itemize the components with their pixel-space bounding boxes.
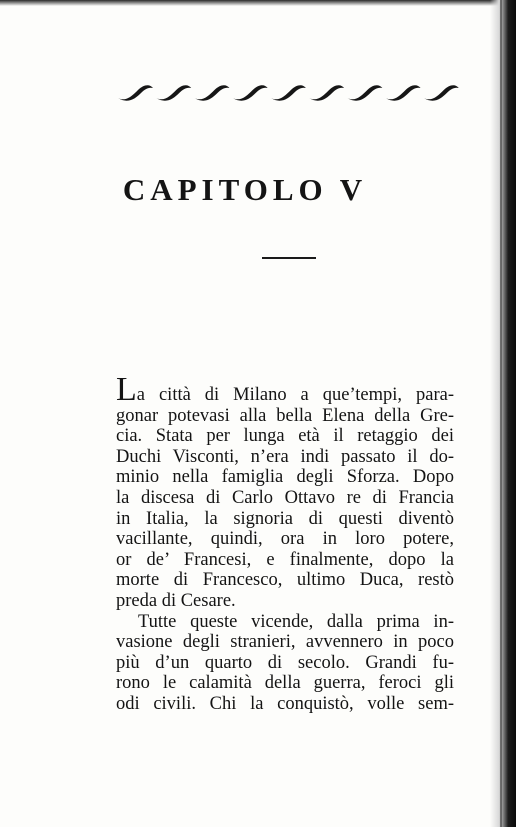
text-line: morte di Francesco, ultimo Duca, restò [116,570,454,591]
text-line: Tutte queste vicende, dalla prima in- [138,611,454,632]
text-line: odi civili. Chi la conquistò, volle sem- [116,693,454,714]
text-line: Duchi Visconti, n’era indi passato il do- [116,446,454,467]
text-line: gonar potevasi alla bella Elena della Gre- [116,405,454,426]
scan-edge-line [500,0,502,827]
text-line: La città di Milano a que’tempi, para- [116,371,454,408]
drop-cap: L [116,371,137,408]
title-rule [262,257,316,259]
text-line: più d’un quarto di secolo. Grandi fu- [116,652,454,673]
text-line: preda di Cesare. [116,590,236,611]
wave-flourish [347,85,382,100]
text-line: rono le calamità della guerra, feroci gli [116,673,454,694]
wave-flourish [233,85,268,100]
scan-edge-top [0,0,516,6]
body-text [116,371,454,715]
scan-edge-right [490,0,516,827]
text-line: minio nella famiglia degli Sforza. Dopo [116,467,454,488]
wave-flourish [271,85,306,100]
text-line: in Italia, la signoria di questi diventò [116,508,454,529]
wave-flourish [118,85,153,100]
text-line: vasione degli stranieri, avvennero in poco [116,632,454,653]
text-line: vacillante, quindi, ora in loro potere, [116,529,454,550]
wave-flourish [156,85,191,100]
wave-flourish [424,85,459,100]
text-line: cia. Stata per lunga età il retaggio dei [116,426,454,447]
wave-flourish [386,85,421,100]
wave-ornament [116,80,460,106]
chapter-title: CAPITOLO V [122,172,368,207]
wave-flourish [194,85,229,100]
wave-flourish [309,85,344,100]
text-line: la discesa di Carlo Ottavo re di Francia [116,487,454,508]
text-line: or de’ Francesi, e finalmente, dopo la [116,549,454,570]
